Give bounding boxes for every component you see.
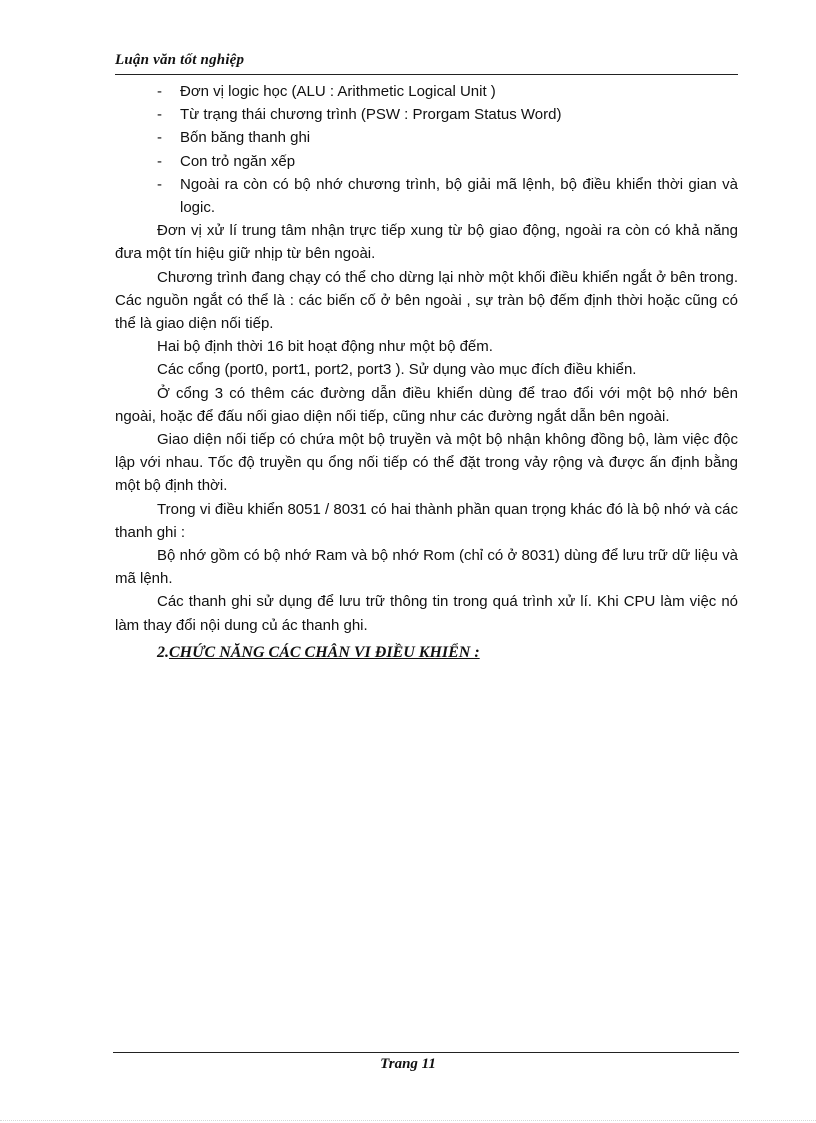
- list-item: [115, 80, 738, 103]
- list-item: [115, 150, 738, 173]
- paragraph: Các thanh ghi sử dụng để lưu trữ thông tin trong quá trình xử lí. Khi CPU làm việc nó làm thay đổi nội dung củ ác thanh ghi.: [115, 593, 738, 634]
- bullet-dash-icon: -: [157, 175, 162, 193]
- section-heading: [115, 641, 738, 665]
- paragraph: Chương trình đang chạy có thể cho dừng lại nhờ một khối điều khiển ngắt ở bên trong. Các nguồn ngắt có thể là : các biến cố ở bên ngoài , sự tràn bộ đếm định thời hoặc cũng có thể là giao diện nối tiếp.: [115, 268, 738, 333]
- list-item-text: Bốn băng thanh ghi: [180, 129, 311, 147]
- list-item-text: Con trỏ ngăn xếp: [180, 152, 296, 170]
- paragraph: Giao diện nối tiếp có chứa một bộ truyền và một bộ nhận không đồng bộ, làm việc độc lập với nhau. Tốc độ truyền qu ổng nối tiếp có thể đặt trong vảy rộng và được ấn định bằng một bộ định thời.: [115, 431, 738, 495]
- list-item: [115, 126, 738, 149]
- bullet-dash-icon: -: [157, 152, 162, 170]
- page-number: Trang 11: [380, 1056, 436, 1072]
- paragraph: Hai bộ định thời 16 bit hoạt động như một bộ đếm.: [157, 338, 493, 356]
- header-title: Luận văn tốt nghiệp: [115, 52, 245, 68]
- page-edge-divider: [0, 1120, 816, 1121]
- section-title: CHỨC NĂNG CÁC CHÂN VI ĐIỀU KHIỂN :: [169, 643, 480, 661]
- paragraph: Đơn vị xử lí trung tâm nhận trực tiếp xung từ bộ giao động, ngoài ra còn có khả năng đưa một tín hiệu giữ nhịp từ bên ngoài.: [115, 222, 738, 263]
- page-header: [115, 52, 738, 75]
- paragraph: Các cổng (port0, port1, port2, port3 ). Sử dụng vào mục đích điều khiển.: [157, 361, 637, 379]
- paragraph: Ở cổng 3 có thêm các đường dẫn điều khiển dùng để trao đổi với một bộ nhớ bên ngoài, hoặc để đấu nối giao diện nối tiếp, cũng như các đường ngắt dẫn bên ngoài.: [115, 384, 738, 425]
- list-item: [115, 173, 738, 219]
- paragraph: Trong vi điều khiển 8051 / 8031 có hai thành phần quan trọng khác đó là bộ nhớ và các thanh ghi :: [115, 500, 738, 541]
- section-number: 2.: [157, 643, 169, 661]
- list-item-text: Đơn vị logic học (ALU : Arithmetic Logical Unit ): [180, 83, 496, 100]
- bullet-dash-icon: -: [157, 83, 162, 100]
- document-body: [115, 80, 738, 665]
- bullet-dash-icon: -: [157, 129, 162, 147]
- list-item-text: Ngoài ra còn có bộ nhớ chương trình, bộ giải mã lệnh, bộ điều khiển thời gian và logic.: [180, 175, 738, 217]
- footer-divider: [113, 1052, 739, 1053]
- paragraph: Bộ nhớ gồm có bộ nhớ Ram và bộ nhớ Rom (chỉ có ở 8031) dùng để lưu trữ dữ liệu và mã lệnh.: [115, 547, 738, 588]
- list-item-text: Từ trạng thái chương trình (PSW : Prorgam Status Word): [180, 106, 562, 124]
- bullet-dash-icon: -: [157, 106, 162, 124]
- list-item: [115, 103, 738, 126]
